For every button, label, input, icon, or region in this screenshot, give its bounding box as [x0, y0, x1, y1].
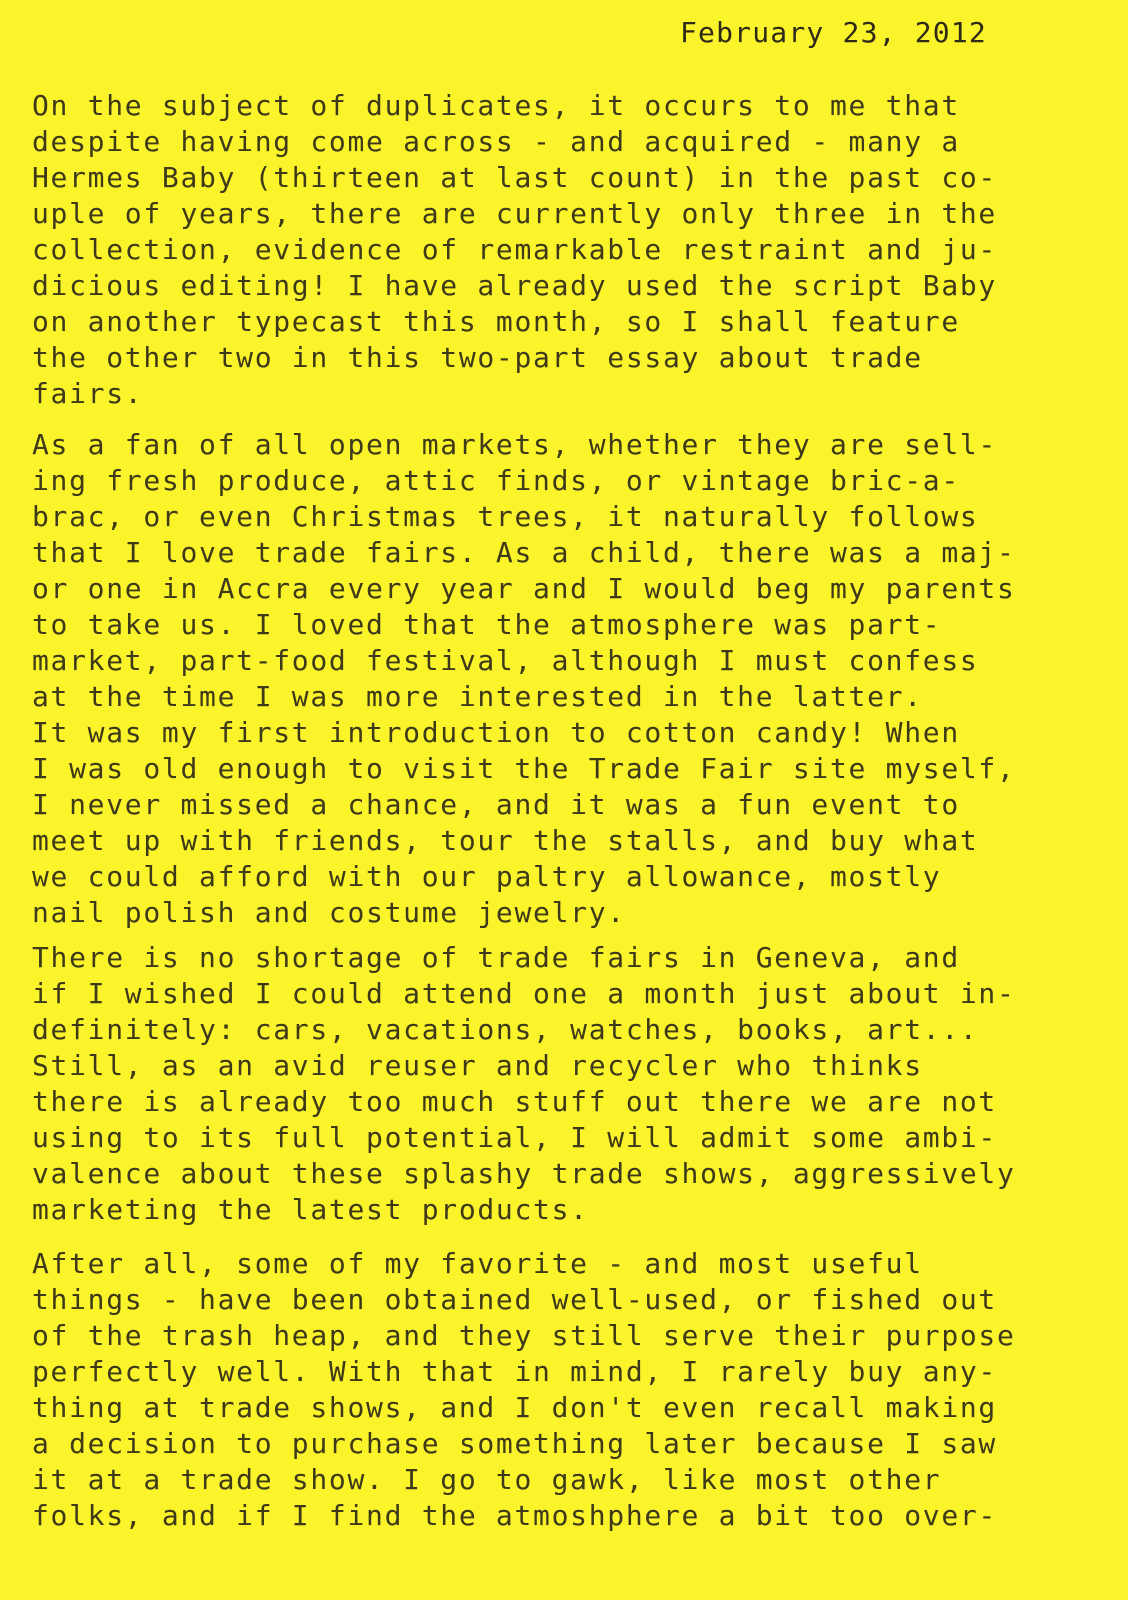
- text-line: using to its full potential, I will admit some ambi-: [32, 1121, 997, 1154]
- text-line: fairs.: [32, 377, 144, 410]
- text-line: uple of years, there are currently only three in the: [32, 197, 997, 230]
- text-line: I was old enough to visit the Trade Fair site myself,: [32, 752, 1016, 785]
- text-line: of the trash heap, and they still serve their purpose: [32, 1319, 1016, 1352]
- text-line: on another typecast this month, so I shall feature: [32, 305, 960, 338]
- text-line: there is already too much stuff out there we are not: [32, 1085, 997, 1118]
- text-line: definitely: cars, vacations, watches, books, art...: [32, 1013, 979, 1046]
- text-line: As a fan of all open markets, whether they are sell-: [32, 428, 997, 461]
- text-line: if I wished I could attend one a month just about in-: [32, 977, 1016, 1010]
- text-line: It was my first introduction to cotton candy! When: [32, 716, 960, 749]
- text-line: On the subject of duplicates, it occurs to me that: [32, 89, 960, 122]
- text-line: After all, some of my favorite - and most useful: [32, 1247, 923, 1280]
- text-line: ing fresh produce, attic finds, or vintage bric-a-: [32, 464, 960, 497]
- text-line: or one in Accra every year and I would beg my parents: [32, 572, 1016, 605]
- text-line: folks, and if I find the atmoshphere a bit too over-: [32, 1499, 997, 1532]
- text-line: brac, or even Christmas trees, it naturally follows: [32, 500, 979, 533]
- paragraph-duplicates: [32, 88, 1122, 412]
- text-line: at the time I was more interested in the latter.: [32, 680, 923, 713]
- text-line: dicious editing! I have already used the script Baby: [32, 269, 997, 302]
- paragraph-after-all: [32, 1246, 1122, 1534]
- text-line: market, part-food festival, although I must confess: [32, 644, 979, 677]
- text-line: valence about these splashy trade shows, aggressively: [32, 1157, 1016, 1190]
- text-line: things - have been obtained well-used, or fished out: [32, 1283, 997, 1316]
- text-line: meet up with friends, tour the stalls, and buy what: [32, 824, 979, 857]
- text-line: to take us. I loved that the atmosphere was part-: [32, 608, 942, 641]
- text-line: There is no shortage of trade fairs in Geneva, and: [32, 941, 960, 974]
- text-line: it at a trade show. I go to gawk, like most other: [32, 1463, 942, 1496]
- text-line: I never missed a chance, and it was a fun event to: [32, 788, 960, 821]
- text-line: Hermes Baby (thirteen at last count) in the past co-: [32, 161, 997, 194]
- text-line: perfectly well. With that in mind, I rarely buy any-: [32, 1355, 997, 1388]
- text-line: despite having come across - and acquired - many a: [32, 125, 960, 158]
- text-line: that I love trade fairs. As a child, there was a maj-: [32, 536, 1016, 569]
- text-line: nail polish and costume jewelry.: [32, 896, 626, 929]
- letter-date: February 23, 2012: [680, 16, 987, 49]
- paragraph-open-markets: [32, 427, 1122, 931]
- paragraph-geneva-trade-fairs: [32, 940, 1122, 1228]
- text-line: marketing the latest products.: [32, 1193, 589, 1226]
- text-line: Still, as an avid reuser and recycler who thinks: [32, 1049, 923, 1082]
- text-line: a decision to purchase something later because I saw: [32, 1427, 997, 1460]
- text-line: thing at trade shows, and I don't even recall making: [32, 1391, 997, 1424]
- text-line: collection, evidence of remarkable restraint and ju-: [32, 233, 997, 266]
- text-line: the other two in this two-part essay about trade: [32, 341, 923, 374]
- text-line: we could afford with our paltry allowance, mostly: [32, 860, 942, 893]
